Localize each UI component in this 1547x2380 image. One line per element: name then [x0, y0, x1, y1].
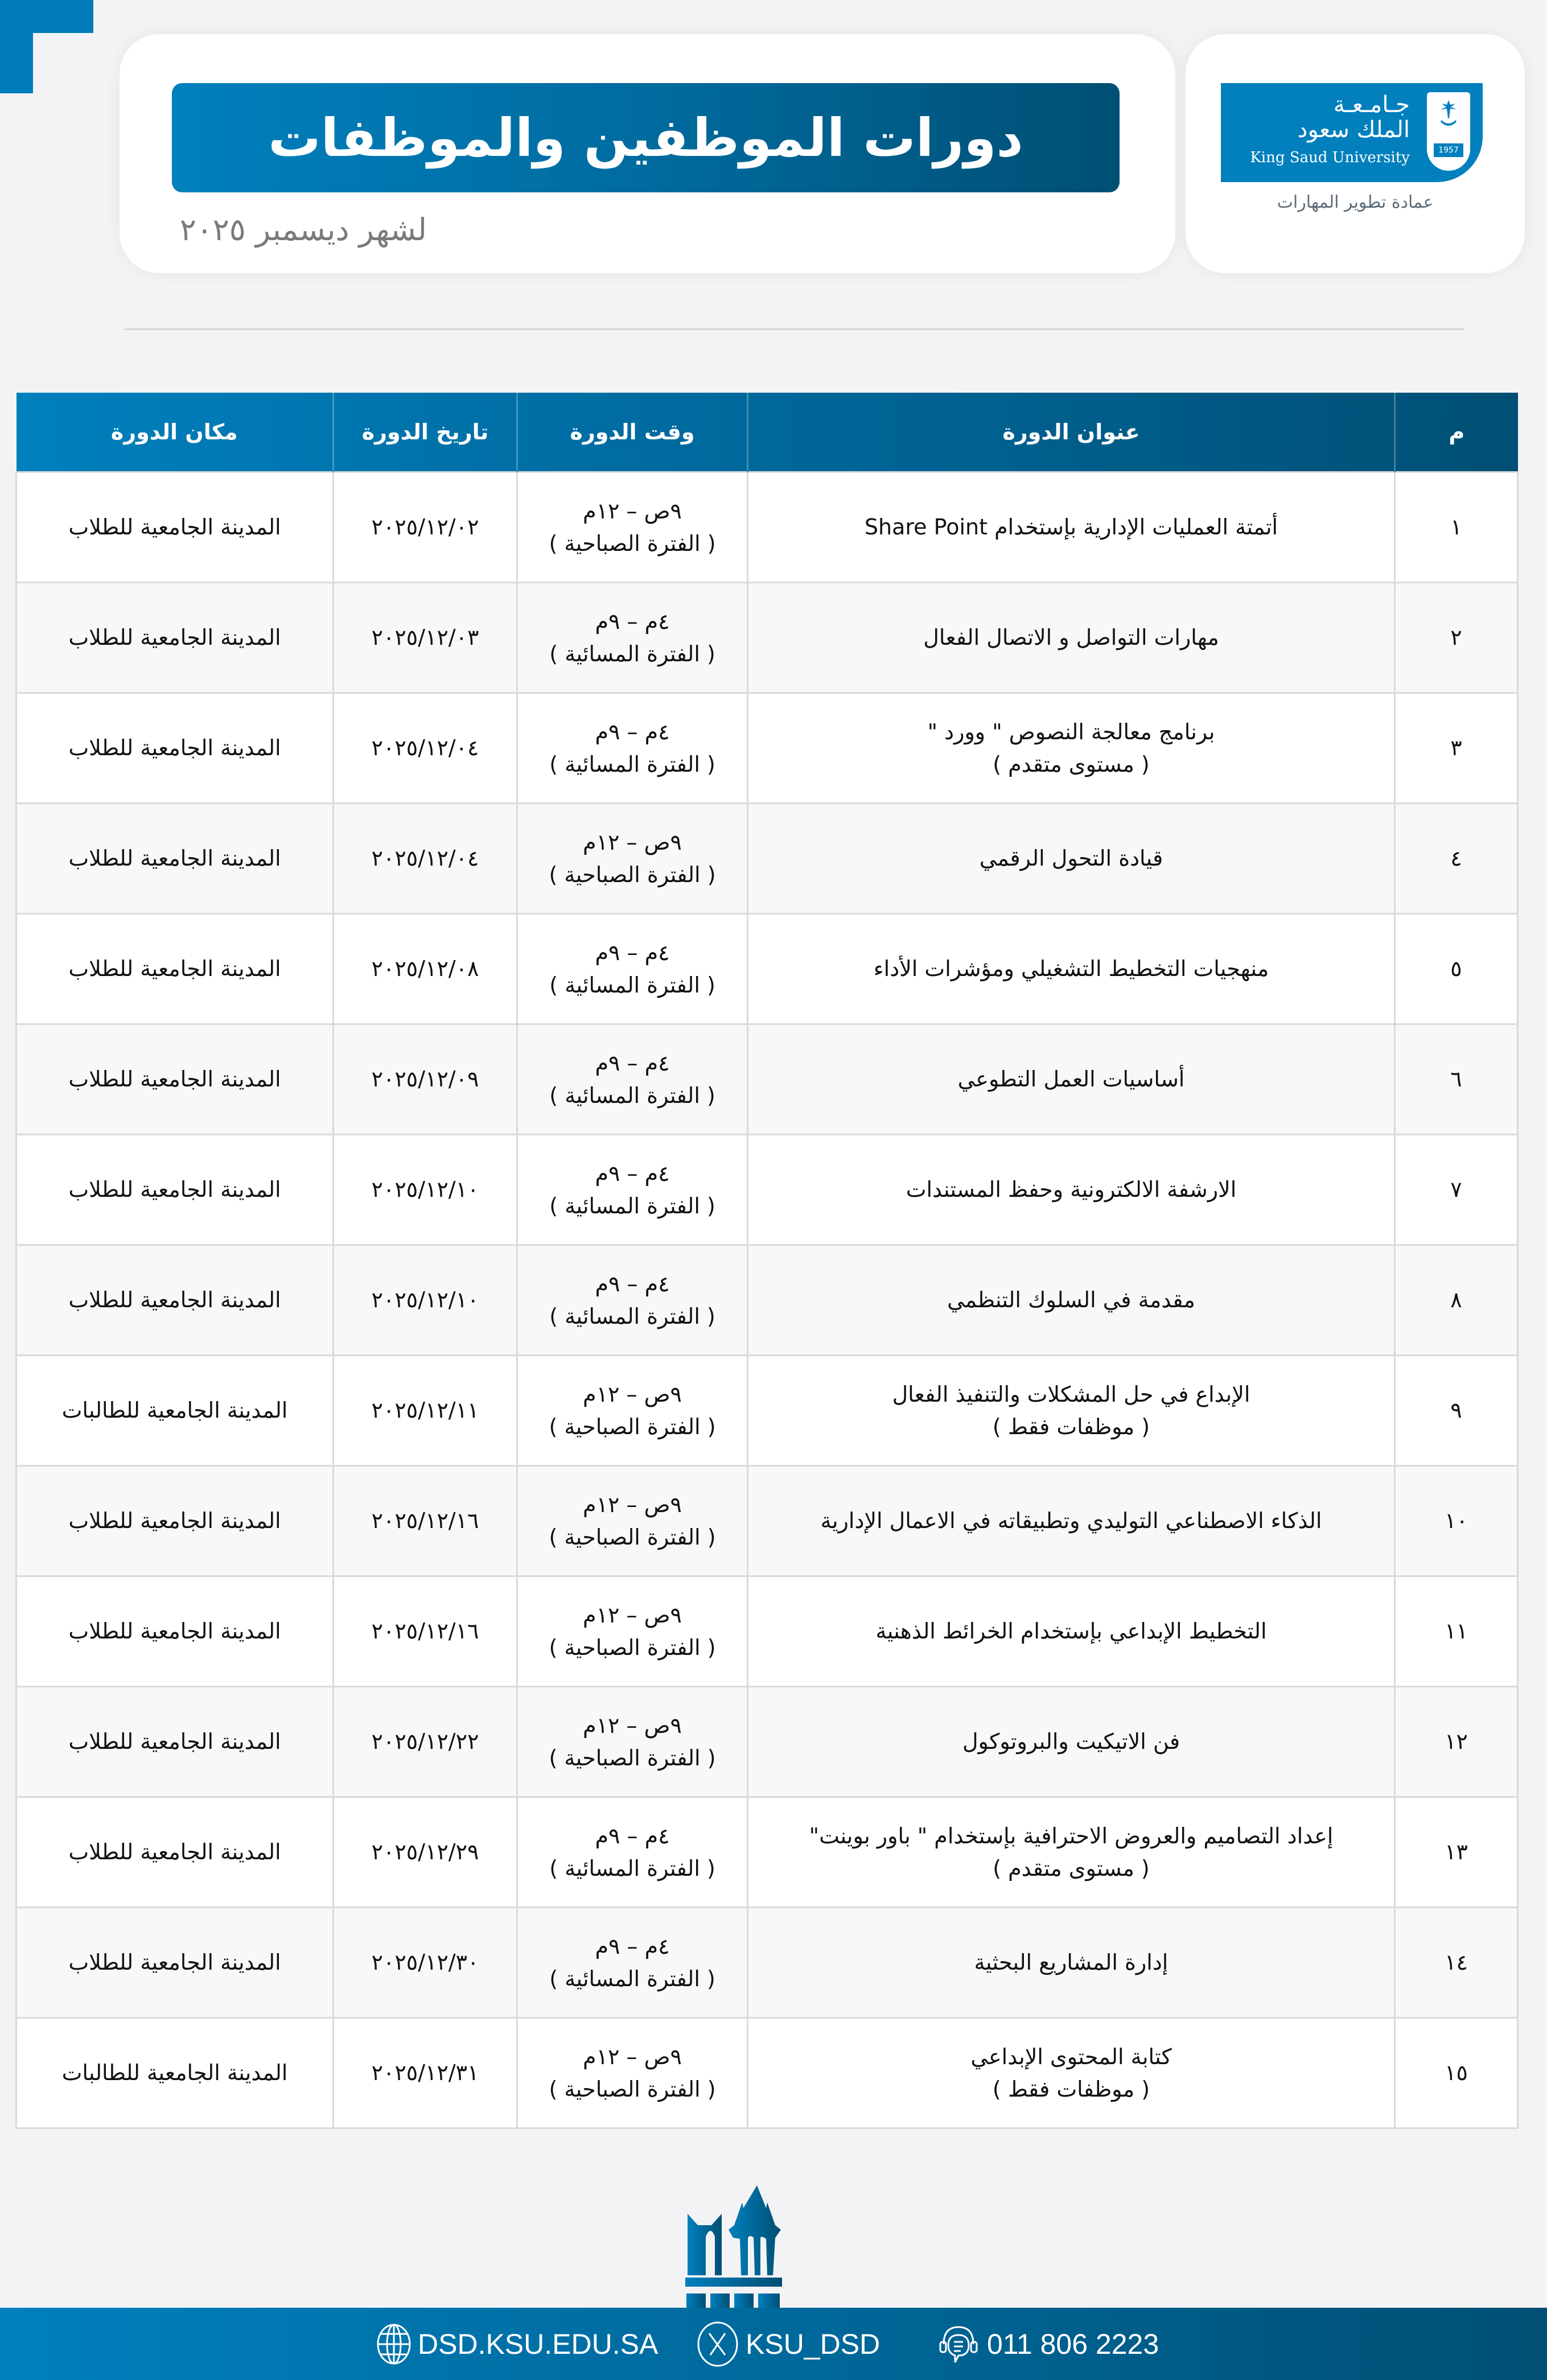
row-number: ١٣ [1395, 1797, 1518, 1908]
course-title [748, 914, 1395, 1024]
course-time-line: ( الفترة الصباحية ) [549, 530, 716, 556]
course-title-line: منهجيات التخطيط التشغيلي ومؤشرات الأداء [873, 956, 1269, 981]
course-title [748, 804, 1395, 914]
course-time-line: ( الفترة الصباحية ) [549, 1524, 716, 1550]
website-link[interactable] [376, 2308, 658, 2380]
course-time-line: ٩ص – ١٢م [583, 1381, 682, 1407]
course-time-line: ٤م – ٩م [595, 1050, 670, 1076]
course-date: ٢٠٢٥/١٢/٠٨ [334, 914, 517, 1024]
course-title-line: أتمتة العمليات الإدارية بإستخدام Share Point [864, 514, 1278, 540]
course-time-line: ٩ص – ١٢م [583, 2044, 682, 2069]
table-row [17, 583, 1518, 693]
course-time [517, 1576, 748, 1687]
title-banner [172, 83, 1120, 192]
x-handle-text: KSU_DSD [746, 2328, 881, 2360]
course-title [748, 1797, 1395, 1908]
table-row [17, 1024, 1518, 1135]
course-title-line: إدارة المشاريع البحثية [974, 1950, 1169, 1975]
course-place: المدينة الجامعية للطلاب [17, 1908, 334, 2018]
course-time-line: ٤م – ٩م [595, 1160, 670, 1186]
course-title [748, 1245, 1395, 1356]
course-time [517, 1797, 748, 1908]
course-place: المدينة الجامعية للطلاب [17, 1135, 334, 1245]
ksu-building-logo [677, 2185, 859, 2308]
course-time [517, 1466, 748, 1576]
course-place: المدينة الجامعية للطلاب [17, 1687, 334, 1797]
course-time-line: ( الفترة المسائية ) [549, 1966, 715, 1991]
course-title-line: فن الاتيكيت والبروتوكول [962, 1729, 1180, 1754]
course-date: ٢٠٢٥/١٢/٣٠ [334, 1908, 517, 2018]
column-header-title: عنوان الدورة [748, 393, 1395, 472]
deanship-name: عمادة تطوير المهارات [1277, 192, 1434, 212]
table-row [17, 1135, 1518, 1245]
table-row [17, 472, 1518, 583]
course-title [748, 1024, 1395, 1135]
course-time-line: ( الفترة الصباحية ) [549, 1414, 716, 1439]
column-header-date: تاريخ الدورة [334, 393, 517, 472]
course-date: ٢٠٢٥/١٢/٠٣ [334, 583, 517, 693]
course-time [517, 804, 748, 914]
course-time-line: ( الفترة المسائية ) [549, 1855, 715, 1881]
row-number: ٦ [1395, 1024, 1518, 1135]
table-row [17, 1245, 1518, 1356]
row-number: ٨ [1395, 1245, 1518, 1356]
course-time-line: ٤م – ٩م [595, 940, 670, 965]
course-time [517, 472, 748, 583]
table-row [17, 2018, 1518, 2128]
course-time-line: ٩ص – ١٢م [583, 1712, 682, 1738]
course-place: المدينة الجامعية للطلاب [17, 1245, 334, 1356]
course-place: المدينة الجامعية للطالبات [17, 2018, 334, 2128]
course-time-line: ( الفترة المسائية ) [549, 1193, 715, 1218]
course-title-line: إعداد التصاميم والعروض الاحترافية بإستخدام " باور بوينت" [809, 1823, 1334, 1848]
course-title [748, 1135, 1395, 1245]
course-title [748, 693, 1395, 804]
course-date: ٢٠٢٥/١٢/١٦ [334, 1466, 517, 1576]
ksu-logo-english: King Saud University [1250, 149, 1410, 166]
course-title-line: كتابة المحتوى الإبداعي [970, 2044, 1172, 2069]
course-time [517, 1245, 748, 1356]
course-time-line: ٩ص – ١٢م [583, 498, 682, 524]
course-title-line: أساسيات العمل التطوعي [957, 1067, 1185, 1092]
row-number: ٢ [1395, 583, 1518, 693]
course-place: المدينة الجامعية للطلاب [17, 1797, 334, 1908]
course-title [748, 1687, 1395, 1797]
table-row [17, 1356, 1518, 1466]
course-time-line: ( الفترة المسائية ) [549, 1303, 715, 1329]
course-place: المدينة الجامعية للطالبات [17, 1356, 334, 1466]
page-title: دورات الموظفين والموظفات [268, 107, 1023, 168]
course-date: ٢٠٢٥/١٢/٠٤ [334, 693, 517, 804]
column-header-num: م [1395, 393, 1518, 472]
course-title-line: مقدمة في السلوك التنظمي [947, 1287, 1195, 1312]
course-date: ٢٠٢٥/١٢/١٠ [334, 1135, 517, 1245]
phone-link[interactable] [936, 2308, 1159, 2380]
course-title-line: ( مستوى متقدم ) [993, 751, 1150, 777]
course-title [748, 1356, 1395, 1466]
ksu-year: 1957 [1434, 143, 1463, 157]
course-date: ٢٠٢٥/١٢/٣١ [334, 2018, 517, 2128]
phone-text: 011 806 2223 [987, 2328, 1159, 2360]
ksu-logo-arabic-line1: جـامـعـة [1333, 92, 1410, 118]
course-date: ٢٠٢٥/١٢/١١ [334, 1356, 517, 1466]
table-row [17, 693, 1518, 804]
column-header-place: مكان الدورة [110, 419, 238, 444]
table-row [17, 804, 1518, 914]
course-time-line: ٤م – ٩م [595, 1271, 670, 1296]
course-date: ٢٠٢٥/١٢/٢٩ [334, 1797, 517, 1908]
ksu-shield-icon [1427, 92, 1470, 171]
course-date: ٢٠٢٥/١٢/٢٢ [334, 1687, 517, 1797]
course-time-line: ٩ص – ١٢م [583, 1602, 682, 1628]
course-time [517, 583, 748, 693]
course-time-line: ٩ص – ١٢م [583, 829, 682, 855]
course-time-line: ٤م – ٩م [595, 1823, 670, 1848]
course-title-line: ( مستوى متقدم ) [993, 1855, 1150, 1881]
course-time-line: ( الفترة الصباحية ) [549, 1634, 716, 1660]
row-number: ٥ [1395, 914, 1518, 1024]
course-title-line: الارشفة الالكترونية وحفظ المستندات [906, 1177, 1237, 1202]
course-title [748, 1908, 1395, 2018]
table-row [17, 1576, 1518, 1687]
course-time [517, 2018, 748, 2128]
course-date: ٢٠٢٥/١٢/٠٢ [334, 472, 517, 583]
course-place: المدينة الجامعية للطلاب [17, 472, 334, 583]
table-header-row [17, 393, 1518, 472]
column-header-time: وقت الدورة [517, 393, 748, 472]
course-time-line: ( الفترة المسائية ) [549, 751, 715, 777]
course-time [517, 1356, 748, 1466]
course-place: المدينة الجامعية للطلاب [17, 1576, 334, 1687]
row-number: ١١ [1395, 1576, 1518, 1687]
course-time [517, 1024, 748, 1135]
course-time-line: ( الفترة الصباحية ) [549, 1745, 716, 1770]
table-row [17, 1797, 1518, 1908]
course-time [517, 1687, 748, 1797]
table-row [17, 1466, 1518, 1576]
table-row [17, 1687, 1518, 1797]
course-place: المدينة الجامعية للطلاب [17, 914, 334, 1024]
title-card [120, 34, 1175, 273]
course-date: ٢٠٢٥/١٢/١٠ [334, 1245, 517, 1356]
section-divider [124, 328, 1464, 330]
course-time-line: ٤م – ٩م [595, 608, 670, 634]
row-number: ٤ [1395, 804, 1518, 914]
course-date: ٢٠٢٥/١٢/١٦ [334, 1576, 517, 1687]
row-number: ٩ [1395, 1356, 1518, 1466]
website-text: DSD.KSU.EDU.SA [418, 2328, 659, 2360]
course-time [517, 693, 748, 804]
row-number: ٧ [1395, 1135, 1518, 1245]
x-handle-link[interactable] [696, 2308, 880, 2380]
row-number: ١٢ [1395, 1687, 1518, 1797]
course-title [748, 1576, 1395, 1687]
courses-table [15, 393, 1519, 2129]
course-time [517, 914, 748, 1024]
course-time [517, 1908, 748, 2018]
course-time-line: ( الفترة المسائية ) [549, 972, 715, 998]
course-date: ٢٠٢٥/١٢/٠٤ [334, 804, 517, 914]
course-title-line: مهارات التواصل و الاتصال الفعال [923, 625, 1219, 650]
globe-icon [376, 2323, 412, 2366]
headset-icon [936, 2321, 981, 2367]
course-title [748, 2018, 1395, 2128]
course-title-line: الإبداع في حل المشكلات والتنفيذ الفعال [892, 1381, 1250, 1407]
ksu-logo [1221, 83, 1483, 182]
course-title [748, 1466, 1395, 1576]
row-number: ١٤ [1395, 1908, 1518, 2018]
row-number: ١٥ [1395, 2018, 1518, 2128]
course-time-line: ٤م – ٩م [595, 1933, 670, 1959]
row-number: ١٠ [1395, 1466, 1518, 1576]
course-title-line: ( موظفات فقط ) [992, 2076, 1150, 2102]
course-time-line: ٤م – ٩م [595, 719, 670, 744]
ksu-logo-arabic-line2: الملك سعود [1297, 117, 1410, 143]
course-title [748, 583, 1395, 693]
corner-decoration-vertical [0, 0, 33, 93]
x-logo-icon [696, 2321, 740, 2367]
course-title [748, 472, 1395, 583]
course-place: المدينة الجامعية للطلاب [17, 804, 334, 914]
course-title-line: الذكاء الاصطناعي التوليدي وتطبيقاته في الاعمال الإدارية [820, 1508, 1322, 1533]
table-row [17, 914, 1518, 1024]
course-place: المدينة الجامعية للطلاب [17, 583, 334, 693]
row-number: ٣ [1395, 693, 1518, 804]
course-time-line: ( الفترة المسائية ) [549, 641, 715, 666]
table-row [17, 1908, 1518, 2018]
course-date: ٢٠٢٥/١٢/٠٩ [334, 1024, 517, 1135]
course-time-line: ( الفترة الصباحية ) [549, 2076, 716, 2102]
course-place: المدينة الجامعية للطلاب [17, 1466, 334, 1576]
course-title-line: ( موظفات فقط ) [992, 1414, 1150, 1439]
logo-card [1186, 34, 1525, 273]
course-time [517, 1135, 748, 1245]
course-place: المدينة الجامعية للطلاب [17, 1024, 334, 1135]
course-time-line: ٩ص – ١٢م [583, 1492, 682, 1517]
course-title-line: برنامج معالجة النصوص " وورد " [927, 719, 1215, 744]
page-subtitle: لشهر ديسمبر ٢٠٢٥ [179, 212, 427, 248]
course-place: المدينة الجامعية للطلاب [17, 693, 334, 804]
footer-contact-bar [0, 2308, 1547, 2380]
row-number: ١ [1395, 472, 1518, 583]
palm-swords-icon [1439, 99, 1458, 131]
course-title-line: قيادة التحول الرقمي [979, 846, 1163, 871]
course-time-line: ( الفترة الصباحية ) [549, 862, 716, 887]
course-title-line: التخطيط الإبداعي بإستخدام الخرائط الذهنية [875, 1619, 1267, 1644]
course-time-line: ( الفترة المسائية ) [549, 1082, 715, 1108]
